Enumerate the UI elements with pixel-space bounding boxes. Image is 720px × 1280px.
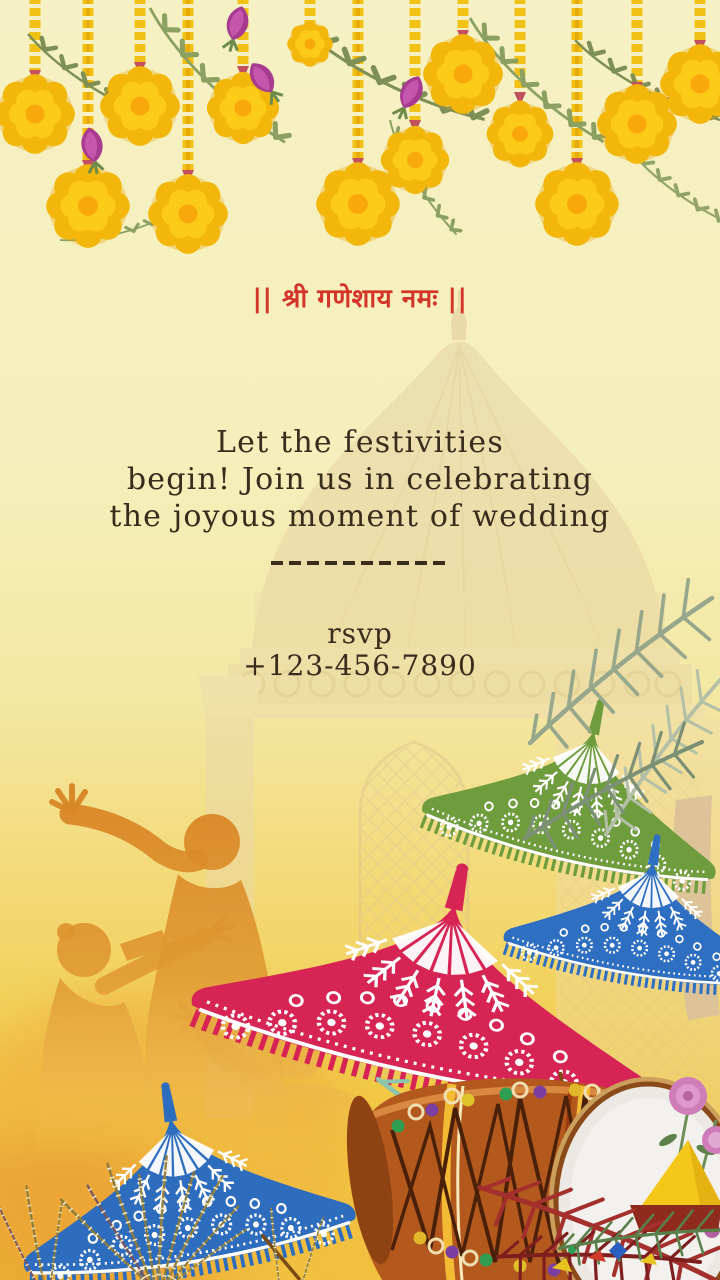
rsvp-phone-number: +123-456-7890 [243, 649, 477, 682]
message-line-2: begin! Join us in celebrating [126, 462, 594, 497]
message-line-1: Let the festivities [216, 425, 504, 460]
rsvp-label: rsvp [327, 617, 393, 650]
message-line-3: the joyous moment of wedding [109, 499, 611, 534]
ganesh-invocation-text: || श्री गणेशाय नमः || [252, 284, 468, 314]
